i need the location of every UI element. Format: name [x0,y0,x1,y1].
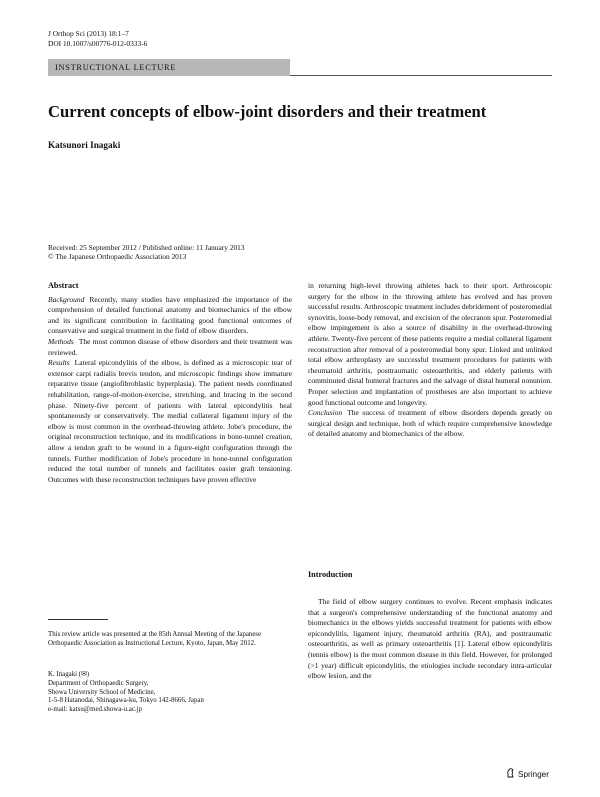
publisher-name: Springer [518,769,549,779]
conclusion-label: Conclusion [308,408,343,418]
methods-label: Methods [48,336,74,346]
section-banner: INSTRUCTIONAL LECTURE [48,59,290,76]
correspondence-block [48,671,292,715]
email: e-mail: katsu@med.showa-u.ac.jp [48,706,142,714]
left-column [48,281,292,485]
doi: DOI 10.1007/s00776-012-0333-6 [48,39,148,48]
abstract-conclusion [308,408,552,440]
results-text: Lateral epicondylitis of the elbow, is defined as a microscopic tear of extensor carpi radialis brevis tendon, and microscopic findings show immature reparative tissue (angiofibroblastic hyperplasia). The patient needs coordinated rehabilitation, range-of-motion-exercise, stretching, and bracing in the second phase. Ninety-five percent of patients with lateral epicondylitis heal spontaneously or conservatively. The medial collateral ligament injury of the elbow is most common in the overhead-throwing athlete. Jobe's procedure, the original reconstruction technique, and its modifications in bone-tunnel creation, allow a tendon graft to be wound in a figure-eight configuration through the tunnels. Further modification of Jobe's procedure in bone-tunnel configuration reduced the total number of tunnels and facilitates easier graft tensioning. Outcomes with these reconstruction techniques have proven effective [48,358,292,484]
article-title: Current concepts of elbow-joint disorders and their treatment [48,102,487,121]
department: Department of Orthopaedic Surgery, [48,679,149,687]
postal-address: 1-5-8 Hatanodai, Shinagawa-ku, Tokyo 142-8666, Japan [48,697,204,705]
introduction-heading: Introduction [308,570,353,579]
right-column [308,281,552,440]
corresponding-author: K. Inagaki (✉) [48,671,90,678]
presentation-footnote: This review article was presented at the 85th Annual Meeting of the Japanese Orthopaedic Association as Instructional Lecture, Kyoto, Japan, May 2012. [48,631,262,647]
abstract-results [48,358,292,485]
abstract-methods [48,337,292,358]
results-label: Results [48,358,70,368]
results-continued: in returning high-level throwing athletes back to their sport. Arthroscopic surgery for the elbow in the throwing athlete has evolved and has proven successful results. Arthroscopic treatment includes debridement of posteromedial synovitis, loose-body removal, and excision of the olecranon spur. Posteromedial elbow impingement is also a source of disability in the overhead-throwing athlete. Twenty-five percent of these patients require a medial collateral ligament reconstruction after removal of a posteromedial bony spur. Linked and unlinked total elbow arthroplasty are successful treatment procedures for patients with rheumatoid arthritis, posttraumatic osteoarthritis, and elderly patients with comminuted distal humeral fractures and the salvage of distal humeral nonunion. Proper selection and implantation of prostheses are also important to achieve good functional outcome and longevity. [308,281,552,407]
school: Showa University School of Medicine, [48,688,156,696]
copyright-line: © The Japanese Orthopaedic Association 2013 [48,252,187,261]
methods-text: The most common disease of elbow disorders and their treatment was reviewed. [48,336,292,357]
abstract-heading: Abstract [48,281,79,290]
footnote-rule [48,619,108,620]
author-name: Katsunori Inagaki [48,140,121,150]
background-text: Recently, many studies have emphasized the importance of the comprehension of detailed functional anatomy and biomechanics of the elbow and its significant contribution in facilitating good functional outcomes of conservative and surgical treatment in the field of elbow disorders. [48,294,292,336]
conclusion-text: The success of treatment of elbow disorders depends greatly on surgical design and technique, both of which require comprehensive knowledge of detailed anatomy and biomechanics of the elbow. [308,408,552,439]
abstract-background [48,295,292,337]
springer-knight-icon [506,768,515,780]
introduction-text: The field of elbow surgery continues to evolve. Recent emphasis indicates that a surgeon's comprehensive understanding of the functional anatomy and biomechanics in the elbows yields successful treatment for patients with elbow epicondylitis, ligament injury, rheumatoid arthritis (RA), and posttraumatic osteoarthritis, as well as primary osteoarthritis [1]. Lateral elbow epicondylitis (tennis elbow) is the most common disease in this field. However, for prolonged (>1 year) difficult epicondylitis, the etiologies include secondary intra-articular elbow lesion, and the [308,597,552,681]
section-rule [290,75,552,76]
background-label: Background [48,294,85,304]
journal-citation: J Orthop Sci (2013) 18:1–7 [48,29,129,38]
received-dates: Received: 25 September 2012 / Published online: 11 January 2013 [48,243,245,252]
publisher-logo [506,768,549,780]
